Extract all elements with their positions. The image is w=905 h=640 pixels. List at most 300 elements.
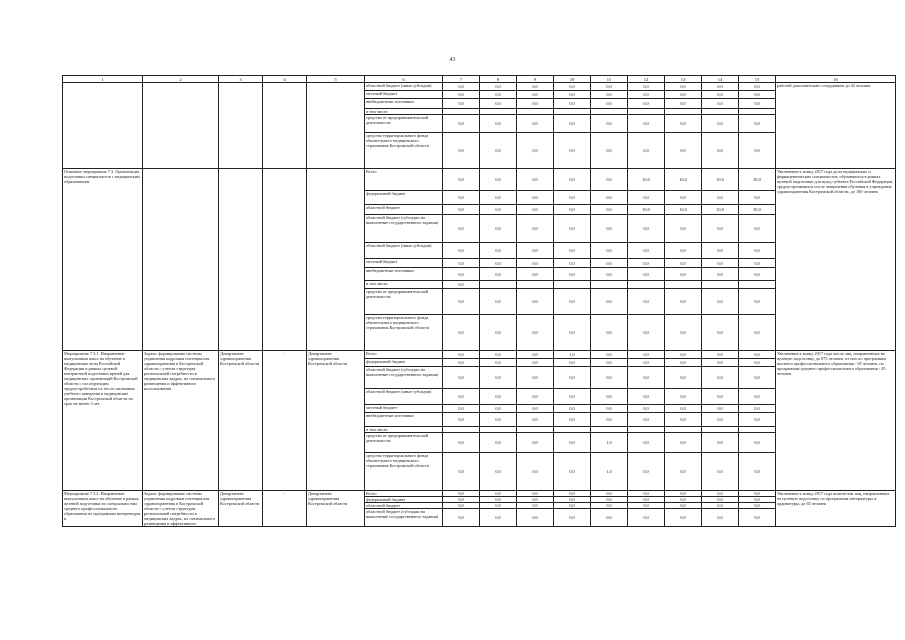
funding-value: 0,0: [739, 389, 776, 405]
period: -: [263, 351, 307, 491]
funding-value: 0,0: [739, 99, 776, 109]
funding-value: 0,0: [702, 497, 739, 503]
funding-value: 0,0: [702, 453, 739, 491]
funding-value: 0,0: [665, 433, 702, 453]
funding-value: 0,0: [517, 99, 554, 109]
funding-value: 0,0: [554, 509, 591, 527]
funding-source: в том числе:: [365, 109, 443, 115]
funding-value: 0,0: [628, 389, 665, 405]
funding-value: 0,0: [443, 83, 480, 91]
funding-value: 0,0: [554, 259, 591, 268]
funding-value: 0,0: [591, 133, 628, 169]
funding-value: [554, 281, 591, 289]
funding-value: 0,0: [665, 497, 702, 503]
funding-value: 0,0: [591, 359, 628, 367]
funding-value: 0,0: [443, 389, 480, 405]
funding-value: 0,0: [554, 268, 591, 281]
column-number: 1: [63, 76, 143, 83]
funding-value: 0,0: [591, 268, 628, 281]
funding-value: 0,0: [665, 405, 702, 413]
funding-value: 0,0: [554, 243, 591, 259]
funding-value: 0,0: [554, 99, 591, 109]
customer: [307, 169, 365, 351]
funding-value: 0,0: [480, 367, 517, 389]
funding-value: 0,0: [443, 191, 480, 205]
funding-value: 0,0: [443, 351, 480, 359]
funding-source: средства от предпринимательской деятельности: [365, 289, 443, 315]
funding-value: 0,0: [702, 433, 739, 453]
funding-value: 0,0: [665, 91, 702, 99]
funding-value: 0,0: [517, 115, 554, 133]
expected-result: Увеличение к концу 2017 года количества лиц, направленных на целевую подготовку по программам интернатуры и ординатуры, до 65 человек: [776, 491, 896, 527]
executor: Департамент здравоохранения Костромской области: [219, 351, 263, 491]
funding-value: 30,0: [739, 169, 776, 191]
measure-name: Мероприятие 7.3.2. Направление выпускников школ на обучение в рамках целевой подготовки по специальностям среднего профессионального образования по программам интернатуры и: [63, 491, 143, 527]
funding-value: 0,0: [591, 289, 628, 315]
funding-value: 0,0: [554, 315, 591, 351]
funding-value: 0,0: [665, 115, 702, 133]
funding-value: 0,0: [443, 433, 480, 453]
funding-value: 10,0: [665, 169, 702, 191]
funding-value: 0,0: [591, 99, 628, 109]
funding-value: 0,0: [739, 503, 776, 509]
funding-value: 0,0: [665, 509, 702, 527]
funding-value: 0,0: [665, 243, 702, 259]
funding-value: 0,0: [739, 91, 776, 99]
funding-value: 1,0: [591, 433, 628, 453]
funding-value: 0,0: [517, 205, 554, 215]
funding-value: 0,0: [591, 215, 628, 243]
funding-value: 0,0: [628, 359, 665, 367]
funding-value: 0,0: [443, 491, 480, 497]
funding-value: 0,0: [591, 405, 628, 413]
funding-value: 0,0: [665, 389, 702, 405]
funding-value: 0,0: [480, 497, 517, 503]
funding-value: 0,0: [665, 503, 702, 509]
funding-value: 0,0: [665, 367, 702, 389]
funding-source: средства территориального фонда обязательного медицинского страхования Костромской области: [365, 133, 443, 169]
funding-source: внебюджетные источники: [365, 413, 443, 427]
funding-value: 0,0: [591, 491, 628, 497]
funding-value: 0,0: [739, 433, 776, 453]
funding-value: 0,0: [739, 315, 776, 351]
customer: Департамент здравоохранения Костромской области: [307, 491, 365, 527]
funding-value: 0,0: [702, 215, 739, 243]
funding-value: 0,0: [554, 405, 591, 413]
funding-source: внебюджетные источники: [365, 268, 443, 281]
funding-value: 0,0: [480, 433, 517, 453]
funding-value: 0,0: [628, 503, 665, 509]
measure-name: [63, 83, 143, 169]
funding-value: 0,0: [554, 503, 591, 509]
table-row: [63, 169, 896, 191]
funding-value: 0,0: [443, 205, 480, 215]
funding-value: 0,0: [628, 115, 665, 133]
funding-value: 0,0: [739, 491, 776, 497]
funding-value: 0,0: [665, 268, 702, 281]
funding-value: [739, 281, 776, 289]
funding-value: 0,0: [702, 491, 739, 497]
funding-value: 0,0: [443, 497, 480, 503]
funding-source: областной бюджет (субсидии на выполнение государственного задания): [365, 215, 443, 243]
funding-value: 0,0: [480, 169, 517, 191]
funding-source: областной бюджет: [365, 205, 443, 215]
funding-value: 0,0: [702, 99, 739, 109]
funding-value: 0,0: [739, 215, 776, 243]
funding-value: 0,0: [443, 503, 480, 509]
funding-value: 0,0: [702, 405, 739, 413]
funding-value: 0,0: [702, 359, 739, 367]
column-number: 3: [219, 76, 263, 83]
funding-value: 0,0: [443, 243, 480, 259]
funding-value: 0,0: [554, 491, 591, 497]
customer: Департамент здравоохранения Костромской области: [307, 351, 365, 491]
funding-source: средства от предпринимательской деятельности: [365, 433, 443, 453]
funding-source: федеральный бюджет: [365, 359, 443, 367]
funding-source: средства территориального фонда обязательного медицинского страхования Костромской области: [365, 453, 443, 491]
funding-value: 0,0: [443, 99, 480, 109]
funding-source: внебюджетные источники: [365, 99, 443, 109]
funding-value: 0,0: [517, 359, 554, 367]
funding-value: 0,0: [628, 99, 665, 109]
funding-value: 0,0: [554, 83, 591, 91]
funding-value: 0,0: [665, 191, 702, 205]
funding-value: 0,0: [628, 497, 665, 503]
expected-result: Увеличение к концу 2017 года числа лиц, направленных на целевую подготовку, до 873 человек, из них по программам высшего профессионального образования - 65 человек, по программам среднего профессионального образования - 45 человек: [776, 351, 896, 491]
funding-value: 0,0: [480, 99, 517, 109]
executor: Департамент здравоохранения Костромской области: [219, 491, 263, 527]
funding-source: местный бюджет: [365, 405, 443, 413]
funding-value: 0,0: [665, 83, 702, 91]
funding-value: 0,0: [517, 169, 554, 191]
funding-value: 0,0: [591, 315, 628, 351]
period: [263, 169, 307, 351]
funding-source: федеральный бюджет: [365, 497, 443, 503]
funding-value: 0,0: [517, 289, 554, 315]
funding-value: 0,0: [480, 503, 517, 509]
funding-value: 0,0: [739, 268, 776, 281]
funding-value: 0,0: [739, 191, 776, 205]
funding-value: 0,0: [554, 367, 591, 389]
table-row: [63, 351, 896, 359]
funding-value: 0,0: [702, 315, 739, 351]
funding-value: 0,0: [443, 453, 480, 491]
executor: [219, 83, 263, 169]
funding-value: 0,0: [554, 433, 591, 453]
funding-value: 0,0: [443, 315, 480, 351]
funding-value: 0,0: [480, 389, 517, 405]
funding-value: 0,0: [480, 509, 517, 527]
task-text: [143, 83, 219, 169]
funding-value: 0,0: [517, 133, 554, 169]
funding-value: 0,0: [665, 215, 702, 243]
funding-value: 0,0: [739, 115, 776, 133]
column-number: 10: [554, 76, 591, 83]
funding-value: 0,0: [702, 259, 739, 268]
funding-value: 0,0: [628, 83, 665, 91]
funding-value: 0,0: [665, 133, 702, 169]
funding-value: 0,0: [702, 133, 739, 169]
funding-value: 0,0: [480, 289, 517, 315]
funding-value: 30,0: [739, 205, 776, 215]
funding-value: 0,0: [554, 169, 591, 191]
funding-value: 0,0: [591, 191, 628, 205]
funding-value: [480, 281, 517, 289]
funding-value: 0,0: [443, 259, 480, 268]
funding-value: 0,0: [591, 389, 628, 405]
task-text: [143, 169, 219, 351]
funding-source: в том числе:: [365, 281, 443, 289]
funding-value: 0,0: [443, 115, 480, 133]
funding-value: 0,0: [517, 315, 554, 351]
funding-value: 0,0: [554, 91, 591, 99]
funding-value: 0,0: [628, 351, 665, 359]
funding-source: местный бюджет: [365, 91, 443, 99]
funding-value: 0,0: [591, 91, 628, 99]
funding-value: 0,0: [517, 367, 554, 389]
funding-value: 0,0: [554, 133, 591, 169]
funding-source: Всего: [365, 169, 443, 191]
funding-value: 0,0: [480, 268, 517, 281]
funding-value: 0,0: [628, 405, 665, 413]
funding-value: 0,0: [591, 503, 628, 509]
measure-name: Мероприятие 7.3.1. Направление выпускников школ на обучение в медицинские вузы Российской Федерации в рамках целевой контрактной подготовки врачей для медицинских организаций Костромской области с последующим трудоустройством их после окончания учебного заведения в медицинские организации Костромской области на срок не менее 3 лет: [63, 351, 143, 491]
funding-value: 0,0: [665, 413, 702, 427]
funding-value: 10,0: [628, 205, 665, 215]
funding-value: 0,0: [480, 315, 517, 351]
funding-value: 0,0: [554, 215, 591, 243]
funding-value: 0,0: [628, 133, 665, 169]
funding-value: 10,0: [665, 205, 702, 215]
measure-name: Основное мероприятие 7.3. Организация подготовки специалистов с медицинским образованием: [63, 169, 143, 351]
column-number: 2: [143, 76, 219, 83]
funding-value: 0,0: [702, 289, 739, 315]
funding-value: 10,0: [628, 169, 665, 191]
funding-value: 0,0: [591, 243, 628, 259]
funding-value: 10,0: [702, 205, 739, 215]
funding-value: 0,0: [628, 91, 665, 99]
funding-value: 0,0: [665, 289, 702, 315]
funding-value: 0,0: [739, 497, 776, 503]
funding-value: 0,0: [591, 413, 628, 427]
expected-result: Увеличение к концу 2017 года доли медицинских и фармацевтических специалистов, обучавшихся в рамках целевой подготовки для нужд субъекта Российской Федерации, трудоустроившихся после завершения обучения в учреждения здравоохранения Костромской области, до 100 человек: [776, 169, 896, 351]
funding-value: 0,0: [480, 453, 517, 491]
funding-value: 0,0: [554, 453, 591, 491]
funding-source: средства от предпринимательской деятельности: [365, 115, 443, 133]
column-number: 16: [776, 76, 896, 83]
funding-value: 0,0: [517, 243, 554, 259]
funding-value: 0,0: [739, 453, 776, 491]
funding-value: 0,0: [480, 115, 517, 133]
funding-value: 0,0: [517, 91, 554, 99]
funding-value: 0,0: [665, 359, 702, 367]
funding-value: 0,0: [554, 497, 591, 503]
funding-value: 0,0: [702, 503, 739, 509]
funding-value: 0,0: [628, 413, 665, 427]
funding-value: 0,0: [628, 491, 665, 497]
funding-value: [517, 281, 554, 289]
funding-value: 0,0: [702, 243, 739, 259]
funding-value: 0,0: [480, 405, 517, 413]
funding-source: федеральный бюджет: [365, 191, 443, 205]
funding-value: 0,0: [443, 268, 480, 281]
funding-value: 0,0: [554, 413, 591, 427]
funding-value: [702, 281, 739, 289]
funding-value: 0,0: [591, 115, 628, 133]
funding-source: областной бюджет (субсидии на выполнение государственного задания): [365, 509, 443, 527]
funding-value: [628, 281, 665, 289]
funding-value: 10,0: [702, 169, 739, 191]
funding-value: 0,0: [628, 268, 665, 281]
funding-value: 0,0: [628, 259, 665, 268]
funding-source: Всего: [365, 491, 443, 497]
funding-value: 0,0: [480, 359, 517, 367]
column-number: 8: [480, 76, 517, 83]
funding-value: 0,0: [443, 91, 480, 99]
funding-value: 0,0: [480, 205, 517, 215]
funding-value: 0,0: [739, 509, 776, 527]
funding-value: 0,0: [591, 497, 628, 503]
funding-value: 0,0: [480, 351, 517, 359]
funding-value: 0,0: [702, 413, 739, 427]
period: -: [263, 491, 307, 527]
funding-source: областной бюджет (иные субсидии): [365, 243, 443, 259]
funding-value: [665, 281, 702, 289]
funding-value: 0,0: [517, 405, 554, 413]
funding-value: 0,0: [739, 289, 776, 315]
funding-value: 0,0: [554, 205, 591, 215]
funding-value: 0,0: [702, 268, 739, 281]
funding-value: 0,0: [554, 289, 591, 315]
funding-value: 0,0: [517, 268, 554, 281]
funding-value: [591, 281, 628, 289]
funding-value: 0,0: [739, 413, 776, 427]
funding-value: 0,0: [628, 453, 665, 491]
funding-source: областной бюджет (субсидии на выполнение государственного задания): [365, 367, 443, 389]
funding-source: местный бюджет: [365, 259, 443, 268]
funding-value: 0,0: [443, 133, 480, 169]
funding-value: 0,0: [739, 83, 776, 91]
period: [263, 83, 307, 169]
funding-value: 0,0: [517, 497, 554, 503]
funding-value: 0,0: [665, 491, 702, 497]
funding-value: 0,0: [628, 289, 665, 315]
task-text: Задача: формирование системы управления кадровым потенциалом здравоохранения в Костромской области с учетом структуры региональной потребности в медицинских кадрах, их оптимального размещения и эффективного: [143, 491, 219, 527]
funding-value: 0,0: [628, 243, 665, 259]
column-number: 7: [443, 76, 480, 83]
funding-value: 0,0: [480, 215, 517, 243]
funding-value: 0,0: [517, 83, 554, 91]
funding-value: 0,0: [480, 133, 517, 169]
funding-source: средства территориального фонда обязательного медицинского страхования Костромской области: [365, 315, 443, 351]
funding-value: 0,0: [480, 243, 517, 259]
expected-result: работой дополнительно сотрудников до 42 человек: [776, 83, 896, 169]
funding-value: 0,0: [591, 259, 628, 268]
column-number: 12: [628, 76, 665, 83]
funding-value: 0,0: [739, 359, 776, 367]
funding-value: 0,0: [517, 453, 554, 491]
funding-source: областной бюджет: [365, 503, 443, 509]
funding-value: 0,0: [480, 259, 517, 268]
funding-value: 0,0: [517, 389, 554, 405]
funding-value: 0,0: [665, 315, 702, 351]
funding-value: 0,0: [739, 259, 776, 268]
funding-value: 0,0: [517, 215, 554, 243]
funding-value: 1,0: [554, 351, 591, 359]
funding-value: 0,0: [665, 351, 702, 359]
column-number: 6: [365, 76, 443, 83]
funding-value: 0,0: [665, 99, 702, 109]
column-number: 14: [702, 76, 739, 83]
funding-value: 0,0: [591, 83, 628, 91]
column-number: 11: [591, 76, 628, 83]
funding-value: 0,0: [628, 191, 665, 205]
funding-value: 0,0: [702, 191, 739, 205]
funding-value: 0,0: [739, 367, 776, 389]
funding-value: 0,0: [517, 503, 554, 509]
funding-value: 0,0: [443, 413, 480, 427]
funding-value: 0,0: [702, 389, 739, 405]
customer: [307, 83, 365, 169]
funding-value: 0,0: [517, 509, 554, 527]
funding-value: 0,0: [517, 351, 554, 359]
funding-value: 0,0: [443, 169, 480, 191]
funding-value: 0,0: [702, 115, 739, 133]
funding-value: 1,0: [591, 453, 628, 491]
funding-value: 0,0: [554, 359, 591, 367]
column-number-row: [63, 76, 896, 83]
funding-value: 0,0: [739, 133, 776, 169]
funding-value: 0,0: [554, 191, 591, 205]
funding-value: 0,0: [628, 367, 665, 389]
funding-value: 0,0: [702, 509, 739, 527]
funding-value: 0,0: [480, 413, 517, 427]
funding-value: 0,0: [702, 83, 739, 91]
funding-value: 0,0: [517, 491, 554, 497]
funding-value: 0,0: [628, 315, 665, 351]
column-number: 13: [665, 76, 702, 83]
task-text: Задача: формирование системы управления кадровым потенциалом здравоохранения в Костромской области с учетом структуры региональной потребности в медицинских кадрах, их оптимального размещения и эффективного использования: [143, 351, 219, 491]
funding-value: 0,0: [591, 205, 628, 215]
funding-value: 0,0: [517, 433, 554, 453]
funding-value: 0,0: [739, 405, 776, 413]
funding-value: 0,0: [628, 215, 665, 243]
funding-value: 0,0: [554, 115, 591, 133]
funding-value: 0,0: [554, 389, 591, 405]
funding-value: 0,0: [628, 509, 665, 527]
funding-value: 0,0: [739, 243, 776, 259]
column-number: 4: [263, 76, 307, 83]
funding-value: 0,0: [517, 413, 554, 427]
page-number: 43: [449, 57, 456, 63]
table-row: [63, 83, 896, 91]
funding-value: 0,0: [517, 259, 554, 268]
funding-value: 0,0: [665, 259, 702, 268]
funding-value: 0,0: [591, 367, 628, 389]
funding-value: 0,0: [480, 191, 517, 205]
column-number: 9: [517, 76, 554, 83]
funding-value: 0,0: [702, 351, 739, 359]
funding-value: 0,0: [443, 509, 480, 527]
funding-value: 0,0: [739, 351, 776, 359]
column-number: 5: [307, 76, 365, 83]
funding-value: 0,0: [702, 91, 739, 99]
funding-source: в том числе:: [365, 427, 443, 433]
funding-value: 0,0: [591, 509, 628, 527]
funding-value: 0,0: [480, 91, 517, 99]
funding-value: 0,0: [443, 215, 480, 243]
column-number: 15: [739, 76, 776, 83]
